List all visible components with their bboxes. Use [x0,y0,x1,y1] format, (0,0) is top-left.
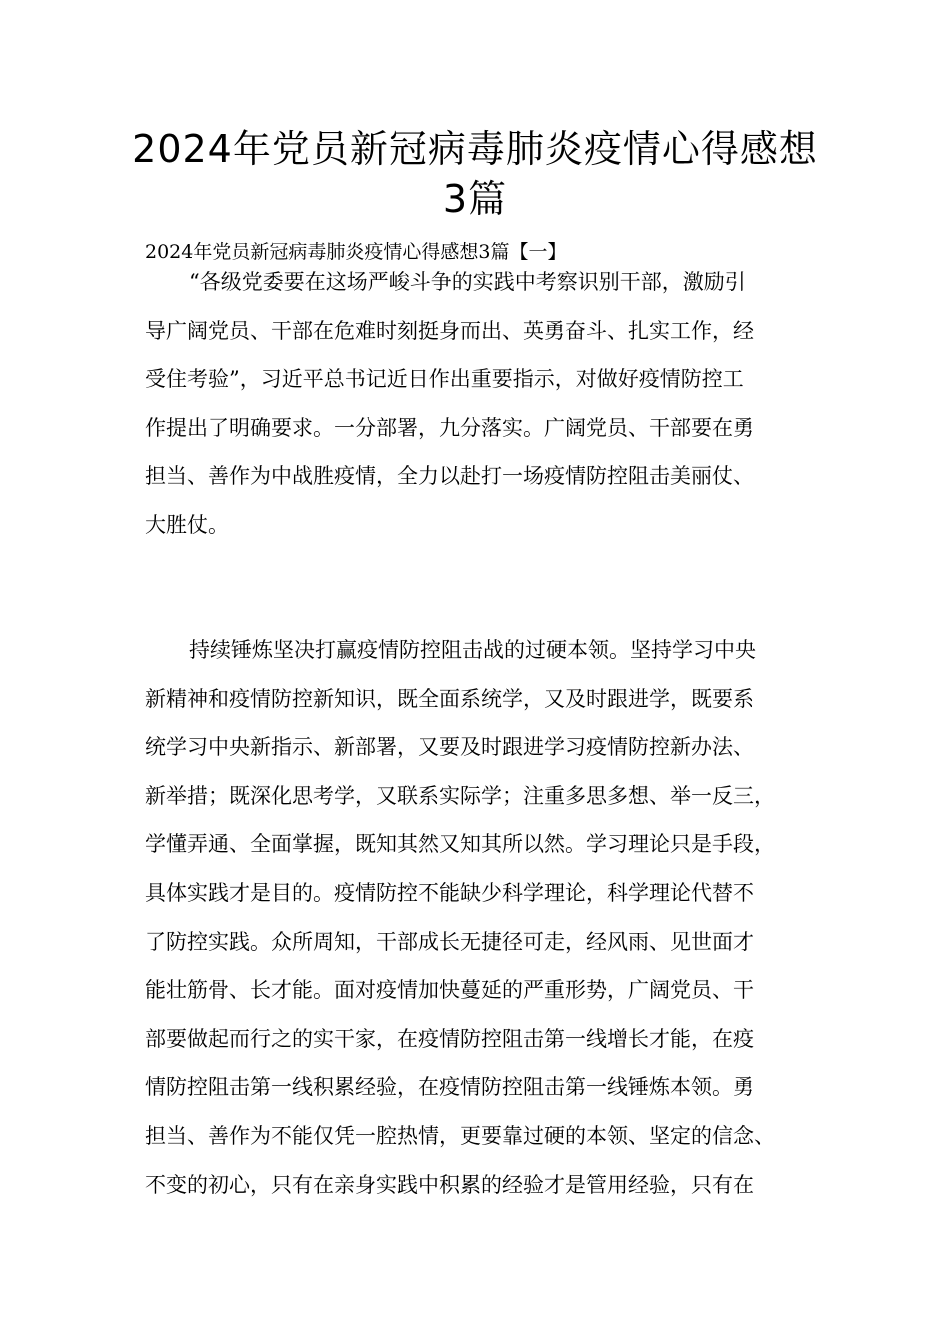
paragraph-line: 担当、善作为不能仅凭一腔热情，更要靠过硬的本领、坚定的信念、 [145,1123,775,1148]
paragraph-line: 作提出了明确要求。一分部署，九分落实。广阔党员、干部要在勇 [145,415,754,440]
paragraph-line: 学懂弄通、全面掌握，既知其然又知其所以然。学习理论只是手段， [145,832,775,857]
paragraph-line: 新举措；既深化思考学，又联系实际学；注重多思多想、举一反三， [145,783,775,808]
paragraph-line: “各级党委要在这场严峻斗争的实践中考察识别干部，激励引 [189,270,746,294]
paragraph-line: 导广阔党员、干部在危难时刻挺身而出、英勇奋斗、扎实工作，经 [145,318,754,343]
paragraph-line: 担当、善作为中战胜疫情，全力以赴打一场疫情防控阻击美丽仗、 [145,464,754,489]
paragraph-line: 情防控阻击第一线积累经验，在疫情防控阻击第一线锤炼本领。勇 [145,1075,754,1100]
paragraph-line: 具体实践才是目的。疫情防控不能缺少科学理论，科学理论代替不 [145,880,754,905]
section-heading: 2024年党员新冠病毒肺炎疫情心得感想3篇【一】 [145,241,567,263]
paragraph-line: 持续锤炼坚决打赢疫情防控阻击战的过硬本领。坚持学习中央 [189,638,756,662]
paragraph-line: 受住考验”，习近平总书记近日作出重要指示，对做好疫情防控工 [145,367,744,392]
document-title [120,124,830,224]
paragraph-line: 能壮筋骨、长才能。面对疫情加快蔓延的严重形势，广阔党员、干 [145,978,754,1003]
paragraph [145,258,835,550]
paragraph-line: 不变的初心，只有在亲身实践中积累的经验才是管用经验，只有在 [145,1172,754,1197]
paragraph-line: 部要做起而行之的实干家，在疫情防控阻击第一线增长才能，在疫 [145,1026,754,1051]
title-line: 3篇 [442,177,508,221]
paragraph-line: 大胜仗。 [145,512,229,537]
paragraph-line: 统学习中央新指示、新部署，又要及时跟进学习疫情防控新办法、 [145,735,754,760]
title-line: 2024年党员新冠病毒肺炎疫情心得感想 [132,127,818,171]
paragraph [145,626,835,1209]
paragraph-line: 新精神和疫情防控新知识，既全面系统学，又及时跟进学，既要系 [145,686,754,711]
paragraph-line: 了防控实践。众所周知，干部成长无捷径可走，经风雨、见世面才 [145,929,754,954]
